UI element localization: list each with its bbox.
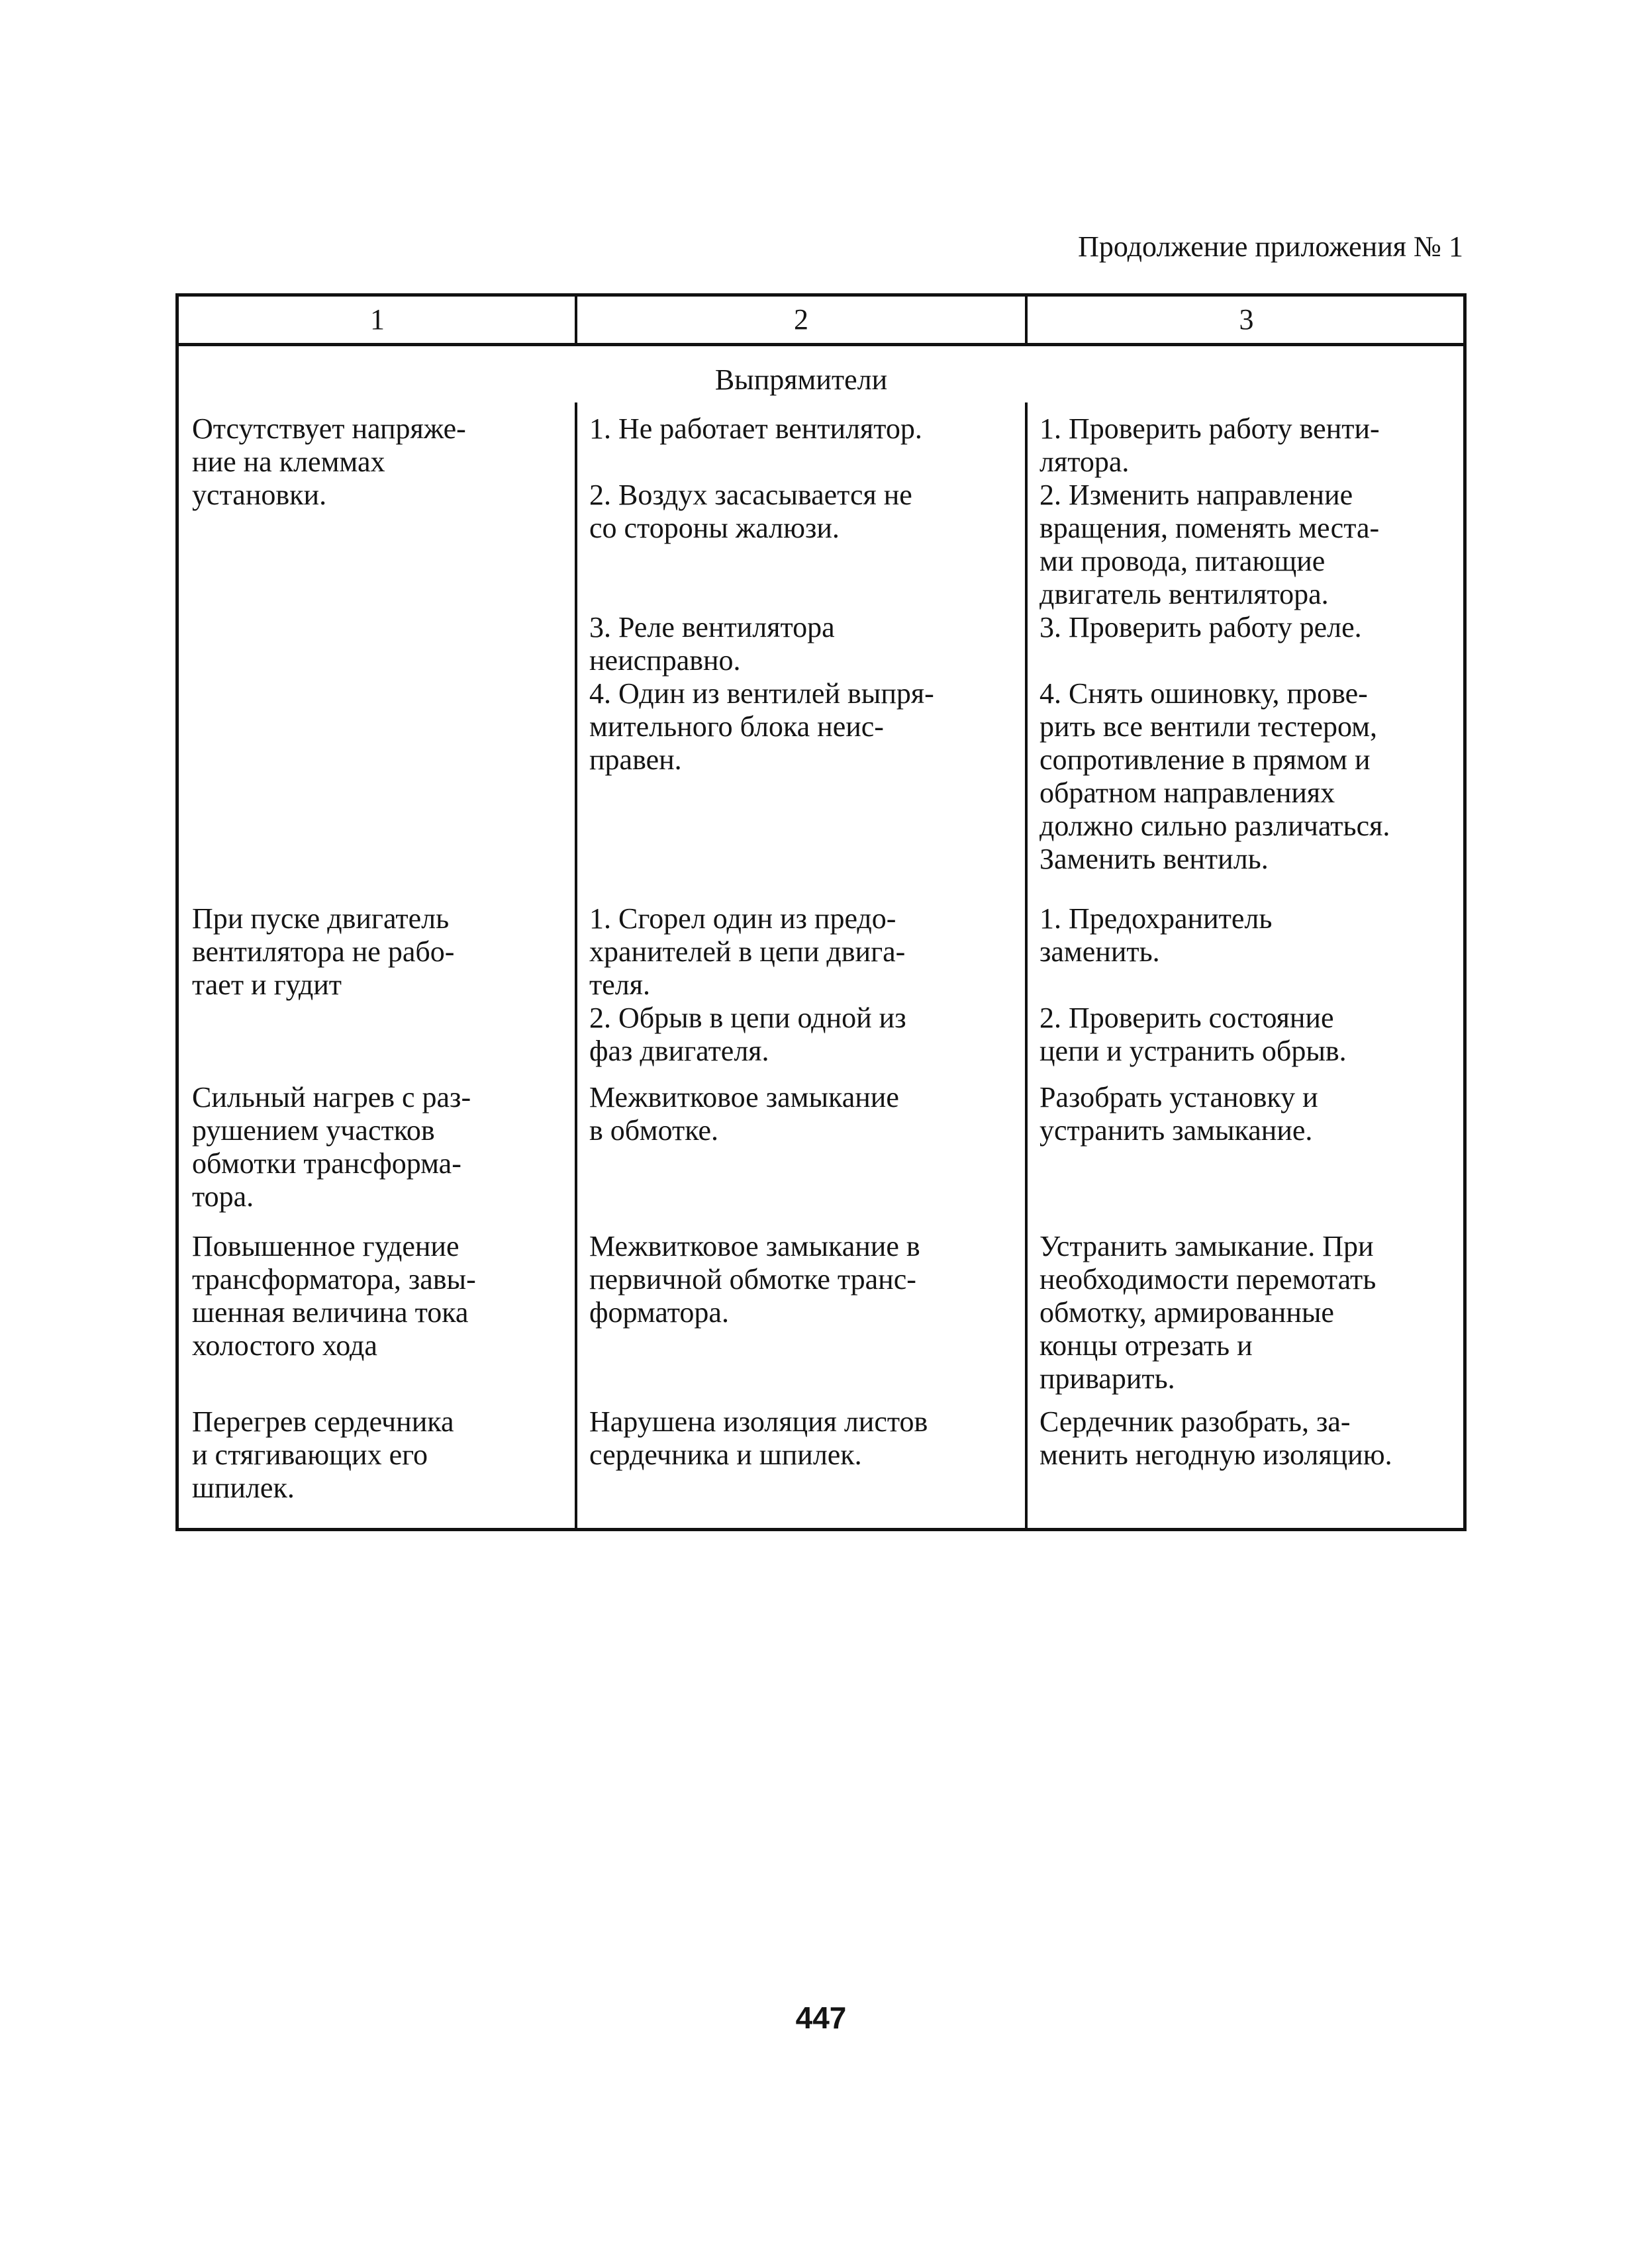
table-header-row — [179, 297, 1463, 346]
troubleshooting-table — [175, 293, 1467, 1531]
row1-cause-3: 3. Реле вентилятора неисправно. — [589, 611, 835, 677]
row1-remedy-2: 2. Изменить направление вращения, поменять места- ми провода, питающие двигатель вентилятора. — [1039, 479, 1380, 610]
row1-cause-2: 2. Воздух засасывается не со стороны жалюзи. — [589, 479, 912, 544]
row3-symptom: Сильный нагрев с раз- рушением участков обмотки трансформа- тора. — [192, 1081, 471, 1213]
section-title: Выпрямители — [714, 363, 888, 396]
row3-remedy: Разобрать установку и устранить замыкание. — [1039, 1081, 1318, 1147]
row4-symptom: Повышенное гудение трансформатора, завы- шенная величина тока холостого хода — [192, 1230, 476, 1362]
row5-remedy: Сердечник разобрать, за- менить негодную изоляцию. — [1039, 1405, 1392, 1471]
column-header-1: 1 — [370, 303, 385, 336]
page-number: 447 — [795, 2001, 847, 2035]
row5-cause: Нарушена изоляция листов сердечника и шпилек. — [589, 1405, 928, 1471]
row1-remedy-1: 1. Проверить работу венти- лятора. — [1039, 412, 1380, 478]
row1-remedy-4: 4. Снять ошиновку, прове- рить все вентили тестером, сопротивление в прямом и обратном направлениях должно сильно различаться. Заменить вентиль. — [1039, 677, 1390, 875]
column-header-2: 2 — [794, 303, 808, 336]
row5-symptom: Перегрев сердечника и стягивающих его шпилек. — [192, 1405, 454, 1504]
row2-cause-2: 2. Обрыв в цепи одной из фаз двигателя. — [589, 1002, 906, 1067]
header-divider-1 — [575, 297, 577, 346]
header-divider-2 — [1025, 297, 1028, 346]
row1-remedy-3: 3. Проверить работу реле. — [1039, 611, 1362, 643]
row2-remedy-1: 1. Предохранитель заменить. — [1039, 902, 1273, 968]
row3-cause: Межвитковое замыкание в обмотке. — [589, 1081, 899, 1147]
table-continuation-caption: Продолжение приложения № 1 — [1078, 230, 1463, 263]
column-divider-1 — [575, 402, 577, 1531]
row2-cause-1: 1. Сгорел один из предо- хранителей в цепи двига- теля. — [589, 902, 906, 1001]
row1-symptom: Отсутствует напряже- ние на клеммах установки. — [192, 412, 466, 511]
row1-cause-1: 1. Не работает вентилятор. — [589, 412, 922, 445]
row4-remedy: Устранить замыкание. При необходимости перемотать обмотку, армированные концы отрезать и приварить. — [1039, 1230, 1376, 1395]
column-header-3: 3 — [1239, 303, 1254, 336]
row1-cause-4: 4. Один из вентилей выпря- мительного блока неис- правен. — [589, 677, 934, 776]
row2-symptom: При пуске двигатель вентилятора не рабо- тает и гудит — [192, 902, 455, 1001]
row2-remedy-2: 2. Проверить состояние цепи и устранить обрыв. — [1039, 1002, 1347, 1067]
row4-cause: Межвитковое замыкание в первичной обмотке транс- форматора. — [589, 1230, 920, 1329]
